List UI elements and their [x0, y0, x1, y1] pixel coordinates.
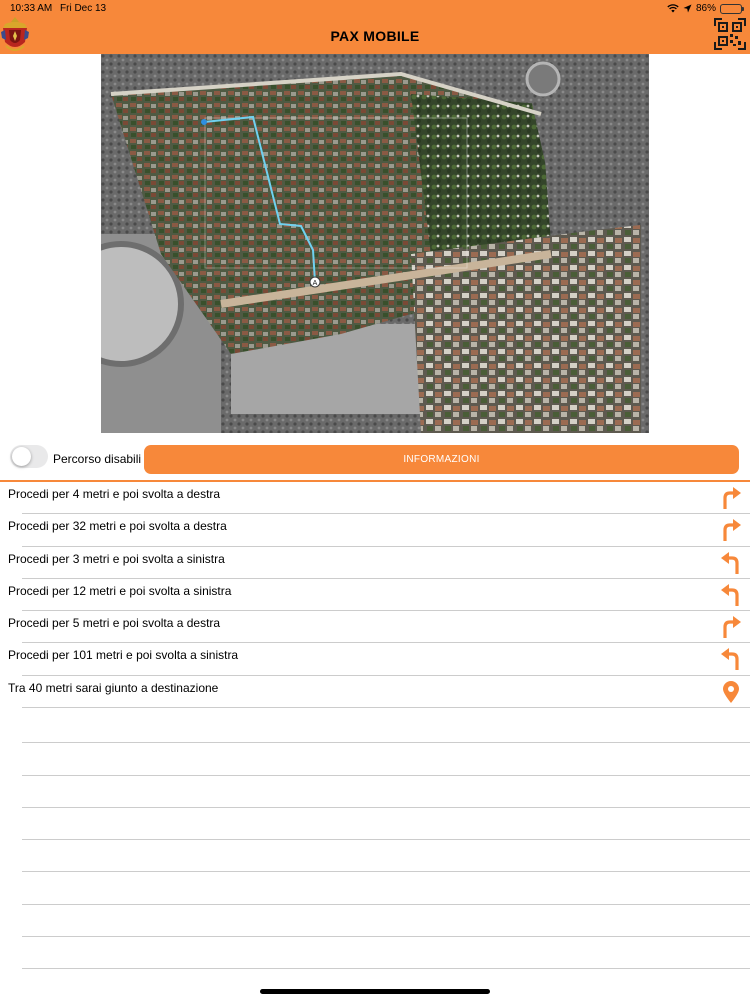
- location-arrow-icon: [683, 4, 692, 13]
- list-item[interactable]: [0, 514, 750, 546]
- turn-right-icon: [720, 518, 742, 542]
- satellite-map[interactable]: [101, 54, 649, 433]
- directions-list: [0, 482, 750, 708]
- home-indicator[interactable]: [260, 989, 490, 994]
- status-bar: [0, 0, 750, 18]
- step-text: Tra 40 metri sarai giunto a destinazione: [8, 680, 219, 695]
- qr-scan-button[interactable]: [714, 18, 746, 50]
- list-item[interactable]: [0, 482, 750, 514]
- status-time: 10:33 AM: [10, 3, 53, 14]
- turn-right-icon: [720, 486, 742, 510]
- list-item[interactable]: [0, 611, 750, 643]
- list-item[interactable]: [0, 547, 750, 579]
- destination-pin-icon: [720, 680, 742, 704]
- turn-right-icon: [720, 615, 742, 639]
- battery-percent: 86%: [695, 3, 716, 14]
- status-indicators: [667, 3, 742, 14]
- step-text: Procedi per 5 metri e poi svolta a destra: [8, 616, 221, 631]
- turn-left-icon: [720, 583, 742, 607]
- qr-code-icon: [714, 18, 746, 50]
- battery-icon: [720, 4, 742, 14]
- list-item[interactable]: [0, 676, 750, 708]
- turn-left-icon: [720, 647, 742, 671]
- wifi-icon: [667, 4, 679, 13]
- step-text: Procedi per 4 metri e poi svolta a destra: [8, 487, 221, 501]
- status-date: Fri Dec 13: [60, 3, 107, 14]
- page-title: PAX MOBILE: [330, 28, 420, 44]
- empty-list-rows: [22, 711, 750, 969]
- turn-left-icon: [720, 551, 742, 575]
- step-text: Procedi per 101 metri e poi svolta a sinistra: [8, 648, 239, 663]
- map-canvas: [101, 54, 649, 433]
- list-item[interactable]: [0, 643, 750, 675]
- info-button[interactable]: INFORMAZIONI: [144, 445, 739, 474]
- start-marker-label: A: [312, 280, 318, 287]
- list-item[interactable]: [0, 579, 750, 611]
- step-text: Procedi per 12 metri e poi svolta a sinistra: [8, 583, 232, 598]
- disabled-route-toggle[interactable]: [10, 445, 48, 468]
- disabled-route-label: Percorso disabili: [53, 452, 142, 466]
- step-text: Procedi per 3 metri e poi svolta a sinistra: [8, 551, 225, 566]
- step-text: Procedi per 32 metri e poi svolta a destra: [8, 519, 227, 534]
